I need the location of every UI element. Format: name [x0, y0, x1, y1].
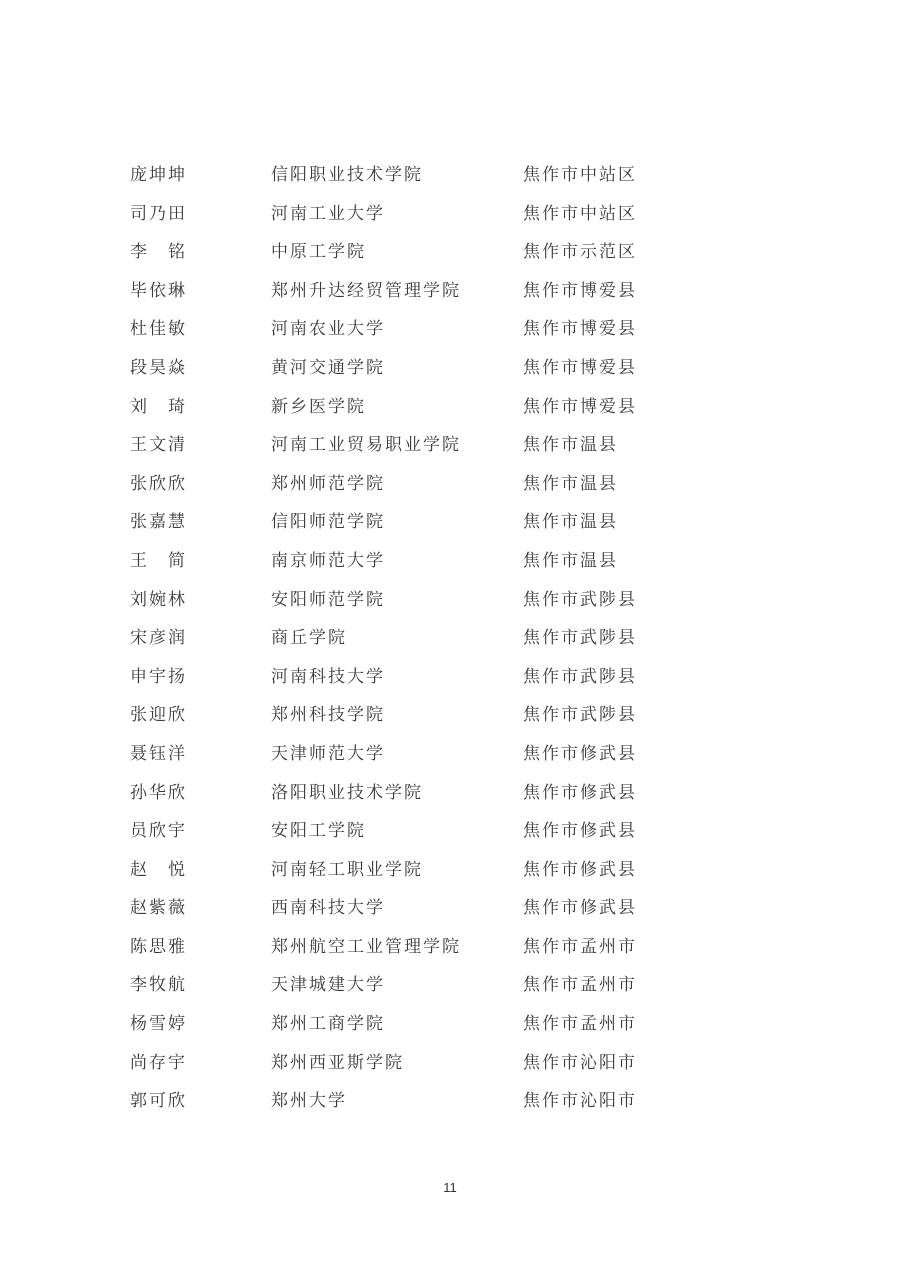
person-name: 庞坤坤 — [130, 165, 187, 185]
school-name: 洛阳职业技术学院 — [271, 782, 423, 803]
school-name: 河南工业大学 — [271, 203, 385, 224]
list-row — [0, 1084, 900, 1123]
person-name: 张迎欣 — [130, 705, 187, 726]
person-name: 陈思雅 — [130, 936, 187, 957]
location: 焦作市武陟县 — [523, 705, 637, 726]
school-name: 黄河交通学院 — [271, 357, 385, 378]
location: 焦作市温县 — [523, 435, 618, 456]
list-row — [0, 660, 900, 699]
school-name: 信阳职业技术学院 — [271, 165, 423, 185]
location: 焦作市博爱县 — [523, 357, 637, 378]
school-name: 河南工业贸易职业学院 — [271, 435, 461, 456]
location: 焦作市温县 — [523, 473, 618, 494]
school-name: 郑州科技学院 — [271, 705, 385, 726]
school-name: 郑州升达经贸管理学院 — [271, 280, 461, 301]
page-number: 11 — [443, 1180, 457, 1195]
school-name: 商丘学院 — [271, 628, 347, 649]
school-name: 天津城建大学 — [271, 975, 385, 996]
location: 焦作市博爱县 — [523, 319, 637, 340]
school-name: 河南农业大学 — [271, 319, 385, 340]
person-name: 尚存宇 — [130, 1052, 187, 1073]
location: 焦作市孟州市 — [523, 936, 637, 957]
person-name: 赵紫薇 — [130, 898, 187, 919]
school-name: 信阳师范学院 — [271, 512, 385, 533]
school-name: 河南轻工职业学院 — [271, 859, 423, 880]
person-name: 刘 琦 — [130, 396, 187, 417]
school-name: 郑州大学 — [271, 1091, 347, 1112]
location: 焦作市沁阳市 — [523, 1091, 637, 1112]
school-name: 安阳师范学院 — [271, 589, 385, 610]
list-row — [0, 930, 900, 969]
location: 焦作市武陟县 — [523, 589, 637, 610]
person-name: 王 简 — [130, 550, 187, 571]
location: 焦作市修武县 — [523, 821, 637, 842]
location: 焦作市沁阳市 — [523, 1052, 637, 1073]
list-row — [0, 428, 900, 467]
list-row — [0, 235, 900, 274]
list-row — [0, 968, 900, 1007]
location: 焦作市修武县 — [523, 782, 637, 803]
person-name: 刘婉林 — [130, 589, 187, 610]
list-row — [0, 158, 900, 197]
name-list — [0, 158, 900, 1123]
person-name: 申宇扬 — [130, 666, 187, 687]
list-row — [0, 505, 900, 544]
list-row — [0, 467, 900, 506]
list-row — [0, 1046, 900, 1085]
person-name: 张欣欣 — [130, 473, 187, 494]
person-name: 郭可欣 — [130, 1091, 187, 1112]
person-name: 宋彦润 — [130, 628, 187, 649]
list-row — [0, 891, 900, 930]
list-row — [0, 390, 900, 429]
location: 焦作市中站区 — [523, 203, 637, 224]
location: 焦作市示范区 — [523, 242, 637, 263]
location: 焦作市孟州市 — [523, 975, 637, 996]
location: 焦作市温县 — [523, 550, 618, 571]
school-name: 河南科技大学 — [271, 666, 385, 687]
location: 焦作市修武县 — [523, 743, 637, 764]
list-row — [0, 776, 900, 815]
school-name: 郑州工商学院 — [271, 1014, 385, 1035]
location: 焦作市中站区 — [523, 165, 637, 185]
person-name: 赵 悦 — [130, 859, 187, 880]
location: 焦作市修武县 — [523, 859, 637, 880]
person-name: 李 铭 — [130, 242, 187, 263]
location: 焦作市武陟县 — [523, 666, 637, 687]
list-row — [0, 274, 900, 313]
school-name: 天津师范大学 — [271, 743, 385, 764]
list-row — [0, 698, 900, 737]
list-row — [0, 351, 900, 390]
person-name: 李牧航 — [130, 975, 187, 996]
location: 焦作市修武县 — [523, 898, 637, 919]
school-name: 西南科技大学 — [271, 898, 385, 919]
list-row — [0, 583, 900, 622]
location: 焦作市博爱县 — [523, 280, 637, 301]
list-row — [0, 621, 900, 660]
school-name: 新乡医学院 — [271, 396, 366, 417]
list-row — [0, 197, 900, 236]
person-name: 段昊焱 — [130, 357, 187, 378]
list-row — [0, 544, 900, 583]
location: 焦作市孟州市 — [523, 1014, 637, 1035]
person-name: 杨雪婷 — [130, 1014, 187, 1035]
school-name: 中原工学院 — [271, 242, 366, 263]
location: 焦作市武陟县 — [523, 628, 637, 649]
school-name: 南京师范大学 — [271, 550, 385, 571]
person-name: 张嘉慧 — [130, 512, 187, 533]
school-name: 郑州航空工业管理学院 — [271, 936, 461, 957]
location: 焦作市博爱县 — [523, 396, 637, 417]
person-name: 毕依琳 — [130, 280, 187, 301]
person-name: 聂钰洋 — [130, 743, 187, 764]
list-row — [0, 814, 900, 853]
list-row — [0, 737, 900, 776]
list-row — [0, 312, 900, 351]
location: 焦作市温县 — [523, 512, 618, 533]
list-row — [0, 1007, 900, 1046]
person-name: 孙华欣 — [130, 782, 187, 803]
person-name: 司乃田 — [130, 203, 187, 224]
school-name: 郑州西亚斯学院 — [271, 1052, 404, 1073]
person-name: 杜佳敏 — [130, 319, 187, 340]
person-name: 王文清 — [130, 435, 187, 456]
school-name: 郑州师范学院 — [271, 473, 385, 494]
person-name: 员欣宇 — [130, 821, 187, 842]
school-name: 安阳工学院 — [271, 821, 366, 842]
list-row — [0, 853, 900, 892]
